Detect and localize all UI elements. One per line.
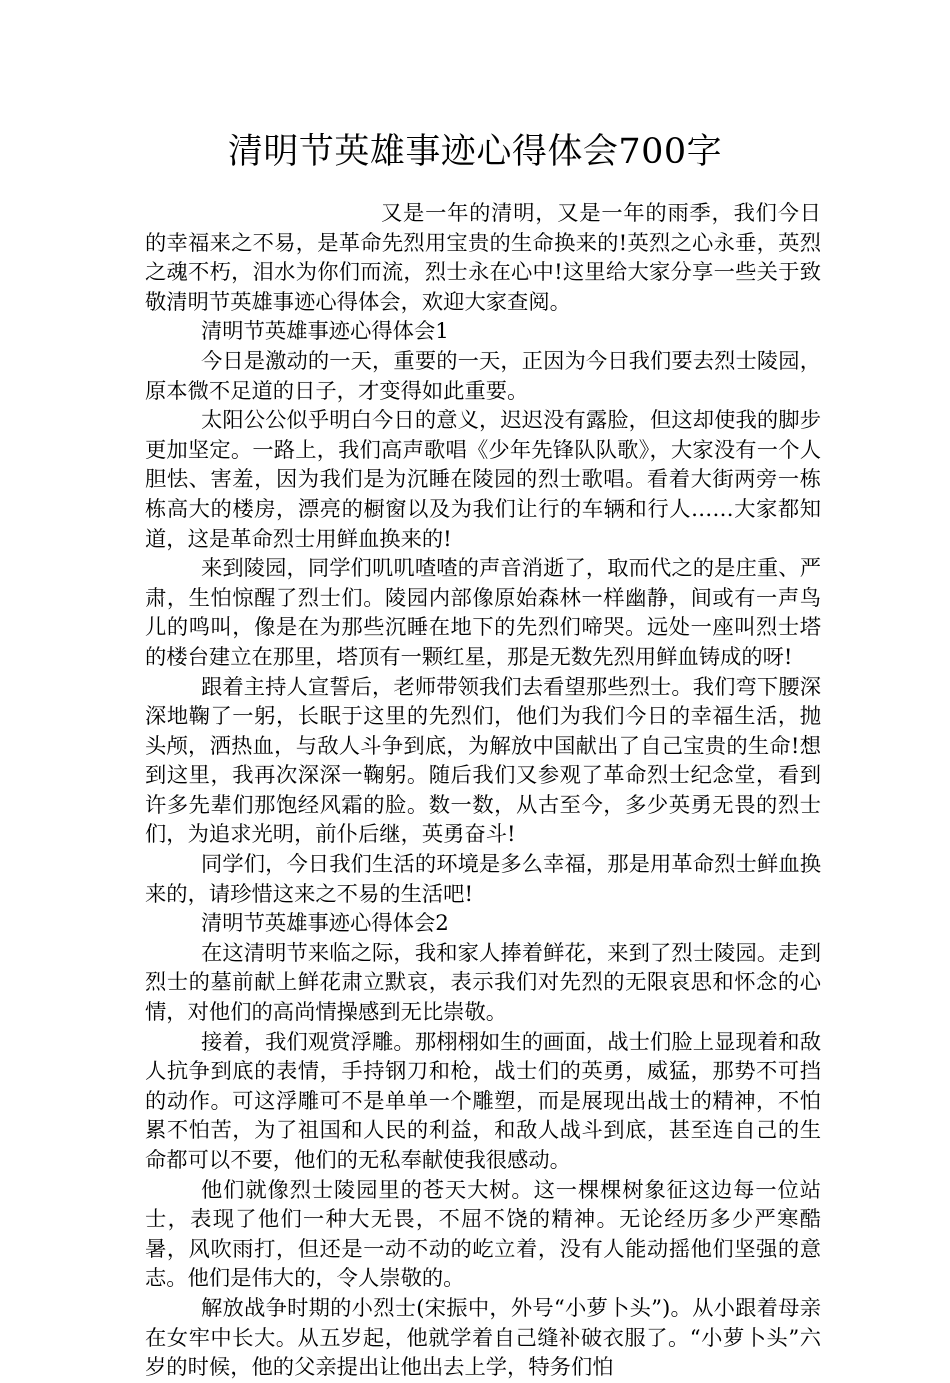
body-paragraph: 太阳公公似乎明白今日的意义，迟迟没有露脸，但这却使我的脚步更加坚定。一路上，我们高声歌唱《少年先锋队队歌》，大家没有一个人胆怯、害羞，因为我们是为沉睡在陵园的烈士歌唱。看着大街两旁一栋栋高大的楼房，漂亮的橱窗以及为我们让行的车辆和行人……大家都知道，这是革命烈士用鲜血换来的! xyxy=(145,408,821,552)
body-paragraph: 在这清明节来临之际，我和家人捧着鲜花，来到了烈士陵园。走到烈士的墓前献上鲜花肃立默哀，表示我们对先烈的无限哀思和怀念的心情，对他们的高尚情操感到无比崇敬。 xyxy=(145,940,821,1026)
body-paragraph: 跟着主持人宣誓后，老师带领我们去看望那些烈士。我们弯下腰深深地鞠了一躬，长眠于这里的先烈们，他们为我们今日的幸福生活，抛头颅，洒热血，与敌人斗争到底，为解放中国献出了自己宝贵的生命!想到这里，我再次深深一鞠躬。随后我们又参观了革命烈士纪念堂，看到许多先辈们那饱经风霜的脸。数一数，从古至今，多少英勇无畏的烈士们，为追求光明，前仆后继，英勇奋斗! xyxy=(145,674,821,848)
body-paragraph: 接着，我们观赏浮雕。那栩栩如生的画面，战士们脸上显现着和敌人抗争到底的表情，手持钢刀和枪，战士们的英勇，威猛，那势不可挡的动作。可这浮雕可不是单单一个雕塑，而是展现出战士的精神，不怕累不怕苦，为了祖国和人民的利益，和敌人战斗到底，甚至连自己的生命都可以不要，他们的无私奉献使我很感动。 xyxy=(145,1029,821,1173)
body-paragraph: 今日是激动的一天，重要的一天，正因为今日我们要去烈士陵园，原本微不足道的日子，才变得如此重要。 xyxy=(145,348,821,404)
body-paragraph: 解放战争时期的小烈士(宋振中，外号“小萝卜头”)。从小跟着母亲在女牢中长大。从五岁起，他就学着自己缝补破衣服了。“小萝卜头”六岁的时候，他的父亲提出让他出去上学，特务们怕 xyxy=(145,1295,821,1381)
body-paragraph: 来到陵园，同学们叽叽喳喳的声音消逝了，取而代之的是庄重、严肃，生怕惊醒了烈士们。陵园内部像原始森林一样幽静，间或有一声鸟儿的鸣叫，像是在为那些沉睡在地下的先烈们啼哭。远处一座叫烈士塔的楼台建立在那里，塔顶有一颗红星，那是无数先烈用鲜血铸成的呀! xyxy=(145,556,821,670)
body-paragraph: 同学们，今日我们生活的环境是多么幸福，那是用革命烈士鲜血换来的，请珍惜这来之不易的生活吧! xyxy=(145,852,821,907)
body-paragraph: 他们就像烈士陵园里的苍天大树。这一棵棵树象征这边每一位站士，表现了他们一种大无畏，不屈不饶的精神。无论经历多少严寒酷暑，风吹雨打，但还是一动不动的屹立着，没有人能动摇他们坚强的意志。他们是伟大的，令人崇敬的。 xyxy=(145,1177,821,1292)
intro-paragraph: 又是一年的清明，又是一年的雨季，我们今日的幸福来之不易，是革命先烈用宝贵的生命换来的!英烈之心永垂，英烈之魂不朽，泪水为你们而流，烈士永在心中!这里给大家分享一些关于致敬清明节英雄事迹心得体会，欢迎大家查阅。 xyxy=(145,201,821,315)
section-heading-2: 清明节英雄事迹心得体会2 xyxy=(201,911,449,937)
page-title: 清明节英雄事迹心得体会700字 xyxy=(227,132,723,172)
section-heading-1: 清明节英雄事迹心得体会1 xyxy=(201,319,449,345)
document-body xyxy=(145,199,821,1383)
